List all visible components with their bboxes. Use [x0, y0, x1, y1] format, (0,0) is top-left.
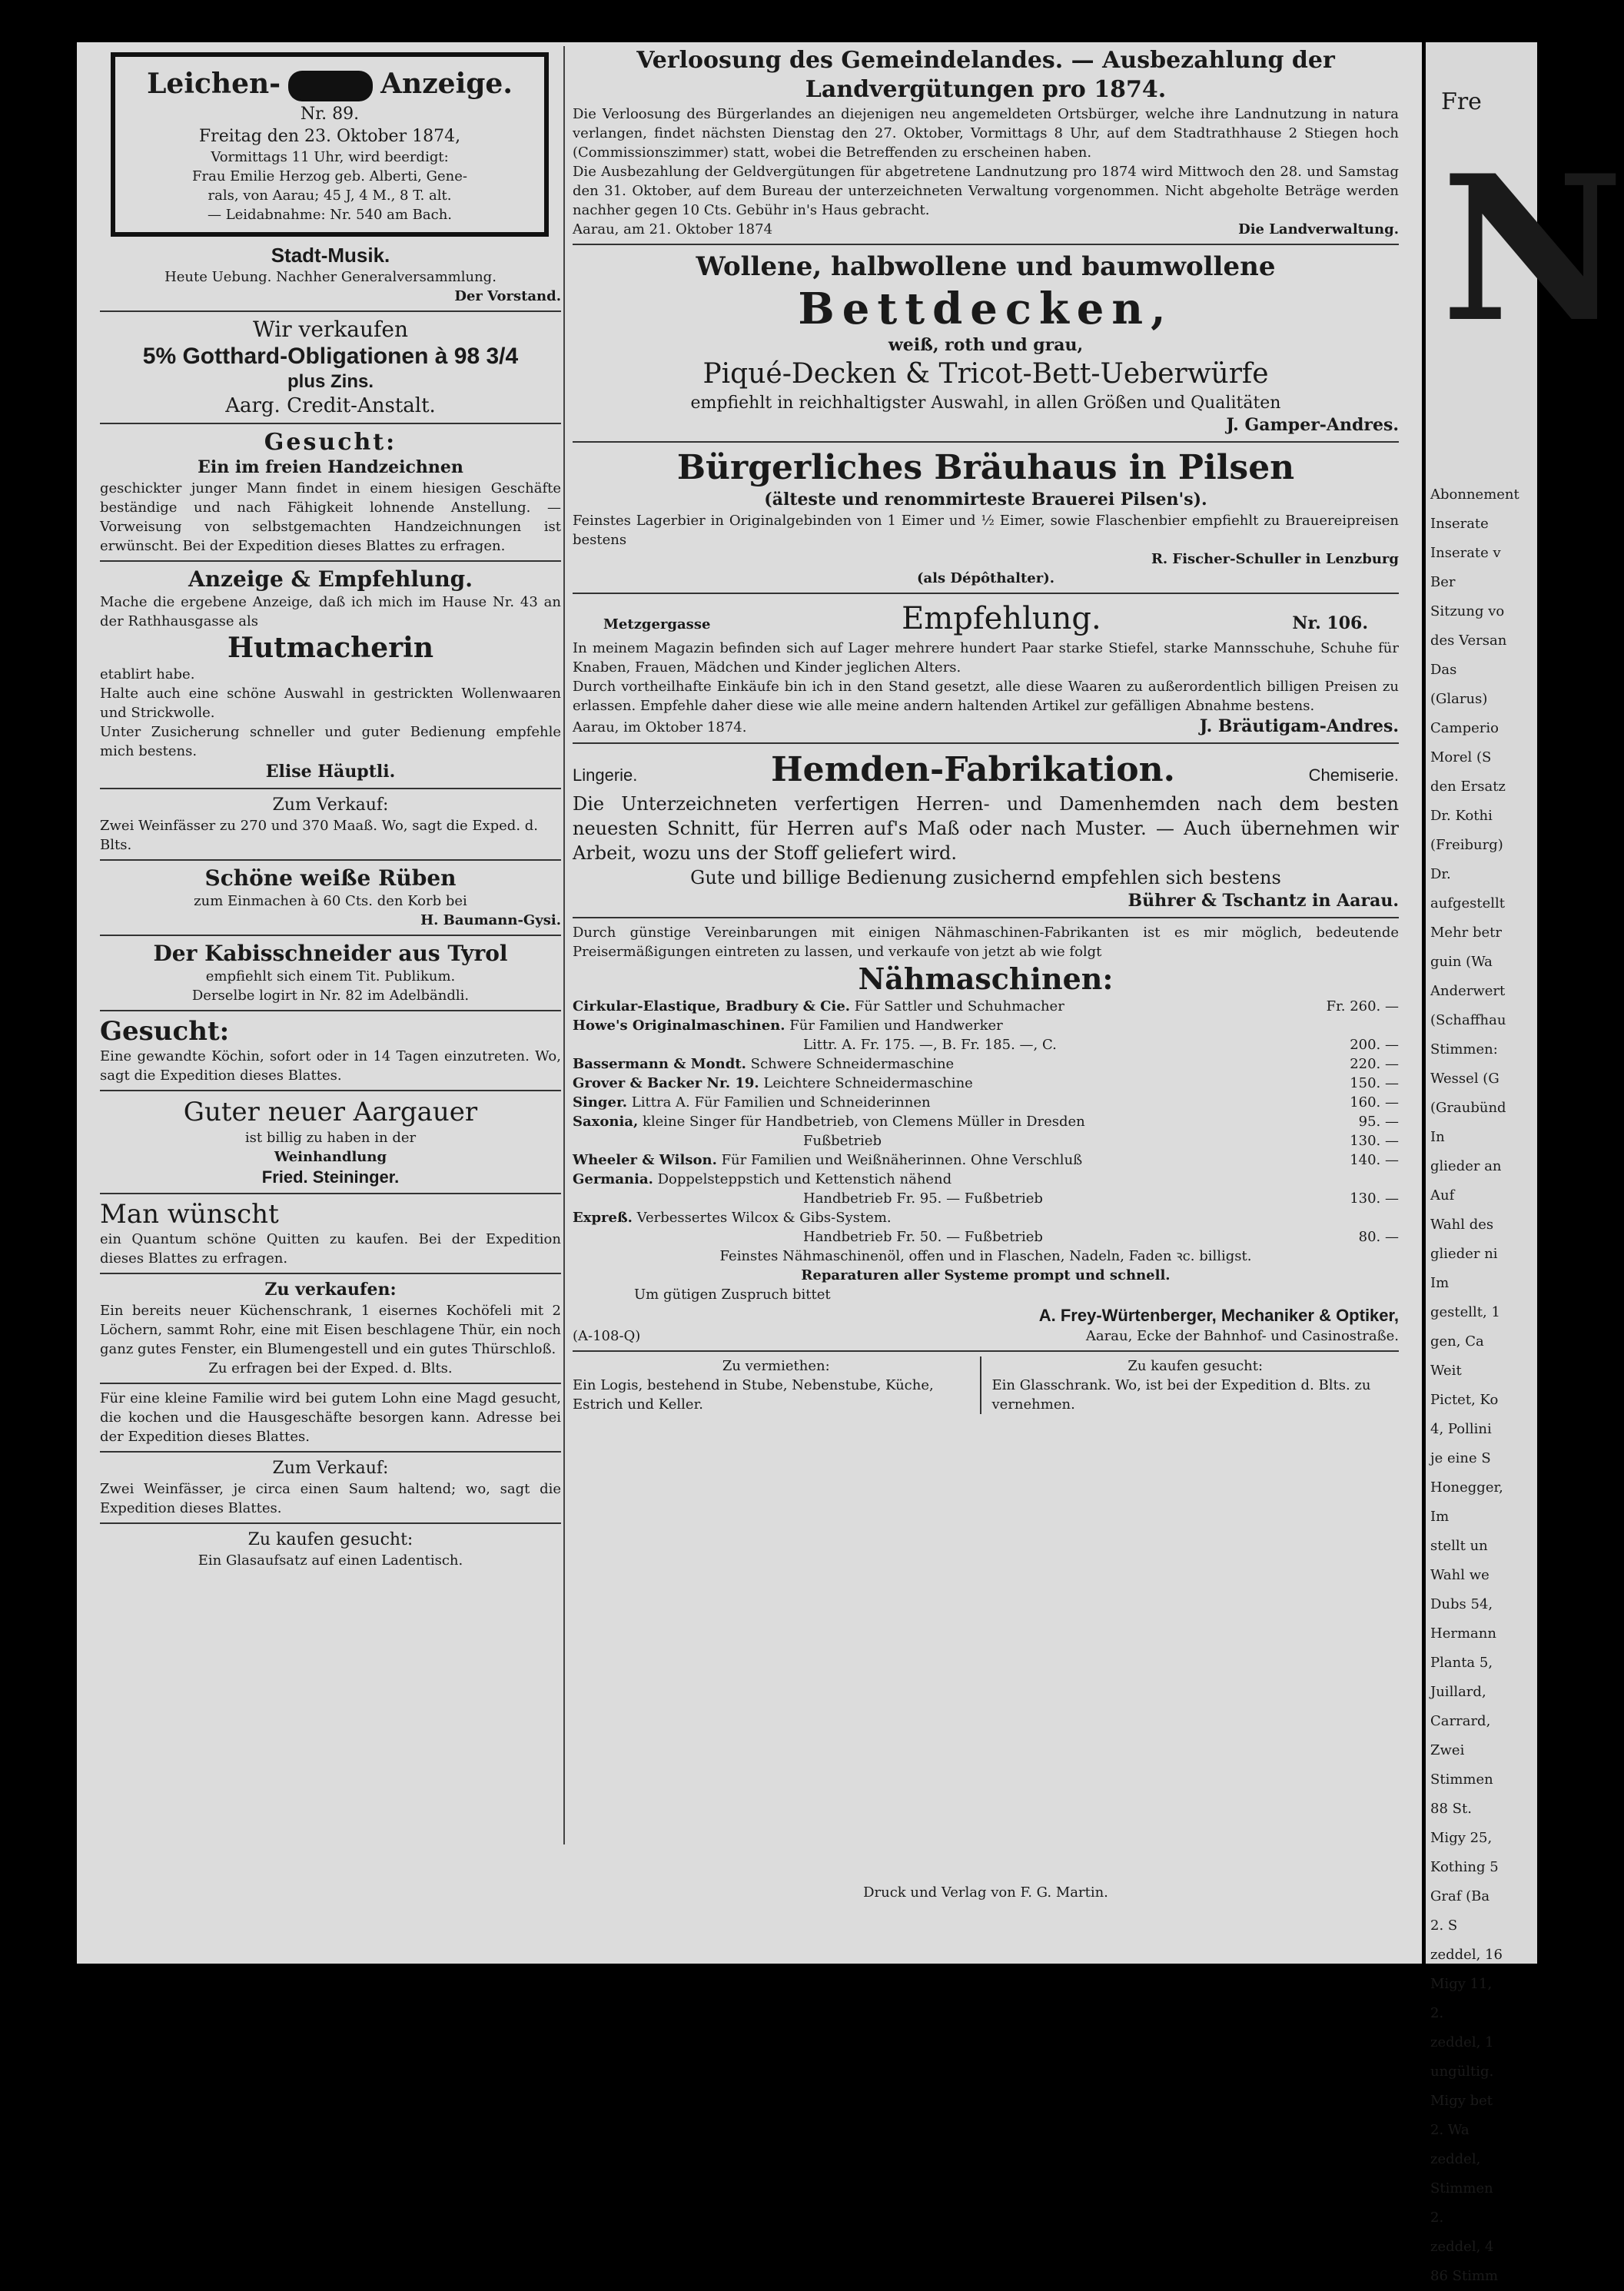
machine-detail: Für Familien und Handwerker [785, 1018, 1003, 1034]
death-notice-line: rals, von Aarau; 45 J, 4 M., 8 T. alt. [208, 188, 452, 204]
naehmaschinen-intro: Durch günstige Vereinbarungen mit einigen Nähmaschinen-Fabrikanten ist es mir möglich, bedeutende Preisermäßigungen eintreten zu lassen, und verkaufe von jetzt ab wie folgt [573, 925, 1399, 960]
next-page-line: Graf (Ba [1430, 1888, 1490, 1904]
rueben-title: Schöne weiße Rüben [204, 865, 457, 891]
kabis-line: empfiehlt sich einem Tit. Publikum. [205, 968, 456, 984]
machine-desc [573, 1208, 892, 1227]
hemden-left: Lingerie. [573, 765, 638, 785]
machine-row [573, 1131, 1399, 1150]
divider [100, 1451, 561, 1453]
machine-detail: Für Familien und Weißnäherinnen. Ohne Verschluß [716, 1152, 1083, 1168]
verloosung-title: Landvergütungen pro 1874. [805, 76, 1167, 103]
machine-row [573, 1189, 1399, 1208]
next-page-line: Inserate v [1430, 545, 1501, 561]
machine-desc [573, 1074, 973, 1093]
verkaufen-title: Zu verkaufen: [264, 1280, 397, 1300]
verloosung-text: Die Ausbezahlung der Geldvergütungen für abgetretene Landnutzung pro 1874 wird Mittwoch den 28. und Samstag den 31. Oktober, auf dem Bureau der unterzeichneten Verwaltung vorgenommen. Nicht abgeholte Beträge werden nachher gegen 10 Cts. Gebühr in's Haus gebracht. [573, 164, 1399, 218]
machine-desc [573, 997, 1064, 1016]
next-page-line: Dubs 54, [1430, 1596, 1493, 1612]
next-page-line: (Schaffhau [1430, 1012, 1506, 1028]
next-page-line: Anderwert [1430, 983, 1506, 999]
naehmaschinen-request: Um gütigen Zuspruch bittet [634, 1287, 831, 1303]
aargauer-line: Weinhandlung [274, 1149, 387, 1165]
anzeige-big: Hutmacherin [227, 632, 434, 664]
hemden-title: Hemden-Fabrikation. [771, 750, 1175, 789]
braeuhaus-sign: (als Dépôthalter). [916, 570, 1054, 586]
machine-price: 130. — [1350, 1133, 1399, 1149]
machine-list [573, 997, 1399, 1247]
machine-detail: Fußbetrieb [803, 1133, 882, 1149]
next-page-top: Fre [1441, 88, 1482, 115]
next-page-line: zeddel, 16 [1430, 1947, 1503, 1963]
death-notice-title-left: Leichen- [147, 68, 281, 100]
vermiethen-ad [573, 1356, 980, 1414]
aargauer-sign: Fried. Steininger. [261, 1167, 400, 1187]
next-page-line: Pictet, Ko [1430, 1392, 1499, 1408]
machine-name: Saxonia, [573, 1114, 639, 1130]
kaufen2-text: Ein Glasschrank. Wo, ist bei der Expedition d. Blts. zu vernehmen. [991, 1377, 1371, 1413]
divider [573, 917, 1399, 918]
gotthard-line: Wir verkaufen [253, 317, 408, 342]
machine-detail: Handbetrieb Fr. 50. — Fußbetrieb [803, 1229, 1043, 1245]
next-page-line: Abonnement [1430, 486, 1519, 503]
machine-row [573, 1208, 1399, 1227]
verloosung-sign: Die Landverwaltung. [1238, 221, 1399, 237]
empfehlung-sign: J. Bräutigam-Andres. [1199, 716, 1399, 736]
next-page-line: Kothing 5 [1430, 1859, 1499, 1875]
machine-row [573, 1150, 1399, 1170]
kaufen-title: Zu kaufen gesucht: [247, 1530, 413, 1549]
divider [100, 1090, 561, 1091]
next-page-line: Auf [1430, 1187, 1455, 1204]
anzeige-sign: Elise Häuptli. [265, 762, 396, 782]
bettdecken-line: Wollene, halbwollene und baumwollene [696, 251, 1276, 282]
machine-name: Wheeler & Wilson. [573, 1152, 717, 1168]
machine-name: Cirkular-Elastique, Bradbury & Cie. [573, 998, 851, 1014]
aargauer-title: Guter neuer Aargauer [183, 1097, 478, 1127]
machine-row [573, 1054, 1399, 1074]
verkauf2-text: Zwei Weinfässer, je circa einen Saum haltend; wo, sagt die Expedition dieses Blattes. [100, 1481, 561, 1516]
column-divider [563, 46, 565, 1844]
next-page-line: Planta 5, [1430, 1655, 1493, 1671]
machine-row [573, 997, 1399, 1016]
gesucht2-title: Gesucht: [100, 1016, 230, 1047]
divider [100, 859, 561, 861]
gotthard-line: plus Zins. [287, 371, 374, 392]
empfehlung-text: Durch vortheilhafte Einkäufe bin ich in den Stand gesetzt, alle diese Waaren zu außerordentlich billigen Preisen zu erlassen. Empfehle daher diese wie alle meine andern haltenden Artikel zur gefälligen Abnahme bestens. [573, 679, 1399, 714]
machine-desc [573, 1093, 931, 1112]
machine-row [573, 1016, 1399, 1035]
machine-row [573, 1093, 1399, 1112]
vermiethen-title: Zu vermiethen: [722, 1358, 830, 1374]
gotthard-sign: Aarg. Credit-Anstalt. [225, 394, 436, 417]
next-page-line: zeddel, 1 [1430, 2034, 1494, 2050]
imprint-footer: Druck und Verlag von F. G. Martin. [863, 1884, 1108, 1901]
machine-desc [573, 1150, 1082, 1170]
machine-detail: Doppelsteppstich und Kettenstich nähend [653, 1171, 952, 1187]
next-page-line: guin (Wa [1430, 954, 1493, 970]
empfehlung-left: Metzgergasse [603, 616, 711, 633]
death-notice-number: Nr. 89. [300, 105, 360, 124]
kabis-line: Derselbe logirt in Nr. 82 im Adelbändli. [191, 988, 470, 1004]
kaufen2-title: Zu kaufen gesucht: [1128, 1358, 1264, 1374]
gesucht-title: Gesucht: [264, 429, 397, 456]
machine-price: 95. — [1358, 1114, 1399, 1130]
death-notice-title-right: Anzeige. [380, 68, 513, 100]
naehmaschinen-title: Nähmaschinen: [858, 961, 1114, 996]
machine-desc [573, 1227, 1043, 1247]
gotthard-title: 5% Gotthard-Obligationen à 98 3/4 [142, 344, 519, 369]
divider [573, 593, 1399, 594]
next-page-line: Dr. [1430, 866, 1451, 882]
divider [100, 310, 561, 312]
machine-name: Expreß. [573, 1210, 633, 1226]
divider [100, 788, 561, 789]
death-notice-line: Frau Emilie Herzog geb. Alberti, Gene- [192, 168, 467, 184]
stadtmusik-title: Stadt-Musik. [271, 244, 390, 267]
machine-price: Fr. 260. — [1326, 998, 1399, 1014]
machine-detail: Für Sattler und Schuhmacher [850, 998, 1064, 1014]
naehmaschinen-sign: A. Frey-Würtenberger, Mechaniker & Optiker, [1038, 1306, 1399, 1325]
next-page-line: zeddel, [1430, 2151, 1481, 2167]
machine-name: Germania. [573, 1171, 653, 1187]
death-notice [111, 52, 549, 237]
next-page-line: 2. Wa [1430, 2122, 1470, 2138]
next-page-line: den Ersatz [1430, 779, 1506, 795]
naehmaschinen-repair: Reparaturen aller Systeme prompt und schnell. [801, 1267, 1171, 1283]
anzeige-text: Mache die ergebene Anzeige, daß ich mich im Hause Nr. 43 an der Rathhausgasse als [100, 594, 561, 629]
machine-price: 150. — [1350, 1075, 1399, 1091]
verkaufen-text: Ein bereits neuer Küchenschrank, 1 eisernes Kochöfeli mit 2 Löchern, sammt Rohr, eine mit Eisen beschlagene Thür, ein noch ganz gutes Fenster, ein Blumengestell und ein gutes Thürschloß. [100, 1303, 561, 1357]
next-page-line: Migy 25, [1430, 1830, 1493, 1846]
kabis-title: Der Kabisschneider aus Tyrol [153, 941, 508, 966]
divider [100, 1010, 561, 1011]
next-page-edge [1426, 42, 1624, 2284]
next-page-line: Das [1430, 662, 1457, 678]
next-page-line: Juillard, [1430, 1684, 1486, 1700]
next-page-line: ungültig. [1430, 2064, 1494, 2080]
bettdecken-sign: J. Gamper-Andres. [1226, 415, 1399, 435]
naehmaschinen-oil: Feinstes Nähmaschinenöl, offen und in Flaschen, Nadeln, Faden ꝛc. billigst. [719, 1248, 1252, 1264]
machine-price: 140. — [1350, 1152, 1399, 1168]
machine-detail: kleine Singer für Handbetrieb, von Clemens Müller in Dresden [638, 1114, 1085, 1130]
hemden-text: Gute und billige Bedienung zusichernd empfehlen sich bestens [690, 867, 1281, 888]
next-page-line: (Freiburg) [1430, 837, 1503, 853]
stadtmusik-text: Heute Uebung. Nachher Generalversammlung. [164, 269, 496, 285]
machine-name: Bassermann & Mondt. [573, 1056, 746, 1072]
verkauf-text: Zwei Weinfässer zu 270 und 370 Maaß. Wo, sagt die Exped. d. Blts. [100, 818, 539, 853]
next-page-big-letter: N [1441, 132, 1624, 367]
coffin-ornament-icon [288, 71, 373, 101]
next-page-line: Im [1430, 1275, 1450, 1291]
machine-price: 80. — [1358, 1229, 1399, 1245]
divider [100, 1273, 561, 1274]
divider [100, 423, 561, 424]
next-page-line: stellt un [1430, 1538, 1488, 1554]
machine-desc [573, 1131, 882, 1150]
aargauer-line: ist billig zu haben in der [244, 1130, 417, 1146]
braeuhaus-subtitle: (älteste und renommirteste Brauerei Pilsen's). [764, 490, 1207, 510]
empfehlung-date: Aarau, im Oktober 1874. [573, 719, 747, 735]
kaufen-text: Ein Glasaufsatz auf einen Ladentisch. [198, 1552, 463, 1569]
next-page-line: Stimmen: [1430, 1041, 1498, 1058]
hemden-text: Die Unterzeichneten verfertigen Herren- und Damenhemden nach dem besten neuesten Schnitt, für Herren auf's Maß oder nach Muster. — Auch übernehmen wir Arbeit, wozu uns der Stoff geliefert wird. [573, 793, 1399, 864]
machine-desc [573, 1112, 1085, 1131]
machine-detail: Littra A. Für Familien und Schneiderinnen [627, 1094, 931, 1111]
quitten-text: ein Quantum schöne Quitten zu kaufen. Bei der Expedition dieses Blattes zu erfragen. [100, 1231, 561, 1267]
divider [573, 742, 1399, 744]
machine-price: 200. — [1350, 1037, 1399, 1053]
machine-name: Singer. [573, 1094, 628, 1111]
machine-detail: Leichtere Schneidermaschine [759, 1075, 973, 1091]
next-page-line: 86 Stimm [1430, 2268, 1499, 2284]
next-page-line: Stimmen [1430, 2180, 1493, 2196]
stadtmusik-sign: Der Vorstand. [454, 288, 561, 304]
main-column [573, 46, 1399, 1414]
divider [573, 244, 1399, 245]
machine-detail: Handbetrieb Fr. 95. — Fußbetrieb [803, 1190, 1043, 1207]
next-page-line: zeddel, 4 [1430, 2239, 1494, 2255]
divider [100, 560, 561, 562]
empfehlung-right: Nr. 106. [1292, 613, 1368, 633]
next-page-line: (Glarus) [1430, 691, 1488, 707]
verkauf2-title: Zum Verkauf: [272, 1459, 389, 1478]
next-page-line: 2. [1430, 2210, 1444, 2226]
next-page-line: Stimmen [1430, 1771, 1493, 1788]
next-page-line: Ber [1430, 574, 1456, 590]
next-page-line: Sitzung vo [1430, 603, 1505, 619]
machine-price: 220. — [1350, 1056, 1399, 1072]
anzeige-text: Halte auch eine schöne Auswahl in gestrickten Wollenwaaren und Strickwolle. [100, 686, 561, 721]
next-page-line: (Graubünd [1430, 1100, 1506, 1116]
next-page-line: 88 St. [1430, 1801, 1472, 1817]
next-page-line: Migy bet [1430, 2093, 1493, 2109]
next-page-line: Mehr betr [1430, 925, 1503, 941]
next-page-line: Zwei [1430, 1742, 1465, 1758]
divider [100, 1383, 561, 1384]
next-page-line: aufgestellt [1430, 895, 1506, 911]
machine-desc [573, 1016, 1003, 1035]
verloosung-date: Aarau, am 21. Oktober 1874 [573, 221, 773, 237]
magd-text: Für eine kleine Familie wird bei gutem Lohn eine Magd gesucht, die kochen und die Hausgeschäfte besorgen kann. Adresse bei der Expedition dieses Blattes. [100, 1390, 561, 1445]
rueben-text: zum Einmachen à 60 Cts. den Korb bei [194, 893, 467, 909]
next-page-line: gestellt, 1 [1430, 1304, 1500, 1320]
verkaufen-line: Zu erfragen bei der Exped. d. Blts. [208, 1360, 453, 1376]
divider [573, 1350, 1399, 1352]
empfehlung-text: In meinem Magazin befinden sich auf Lager mehrere hundert Paar starke Stiefel, starke Mannsschuhe, Schuhe für Knaben, Frauen, Mädchen und Kinder jeglichen Alters. [573, 640, 1399, 676]
vermiethen-text: Ein Logis, bestehend in Stube, Nebenstube, Küche, Estrich und Keller. [573, 1377, 934, 1413]
naehmaschinen-address: Aarau, Ecke der Bahnhof- und Casinostraße. [1085, 1328, 1399, 1344]
braeuhaus-sign: R. Fischer-Schuller in Lenzburg [1151, 551, 1399, 567]
next-page-lines [1426, 480, 1519, 2291]
next-page-line: gen, Ca [1430, 1333, 1484, 1350]
machine-row [573, 1074, 1399, 1093]
machine-row [573, 1227, 1399, 1247]
next-page-line: Im [1430, 1509, 1450, 1525]
bettdecken-line: empfiehlt in reichhaltigster Auswahl, in allen Größen und Qualitäten [690, 393, 1281, 413]
verloosung-text: Die Verloosung des Bürgerlandes an diejenigen neu angemeldeten Ortsbürger, welche ihre Landnutzung in natura verlangen, findet nächsten Dienstag den 27. Oktober, Vormittags 8 Uhr, auf dem Stadtrathhause 2 Stiegen hoch (Commissionszimmer) statt, wobei die Betreffenden zu erscheinen haben. [573, 106, 1399, 161]
next-page-line: Inserate [1430, 516, 1489, 532]
machine-detail: Littr. A. Fr. 175. —, B. Fr. 185. —, C. [803, 1037, 1057, 1053]
next-page-line: Weit [1430, 1363, 1462, 1379]
machine-desc [573, 1054, 954, 1074]
next-page-line: glieder an [1430, 1158, 1502, 1174]
machine-desc [573, 1170, 951, 1189]
bettdecken-line: weiß, roth und grau, [888, 335, 1084, 355]
anzeige-text: etablirt habe. [100, 666, 195, 682]
machine-desc [573, 1035, 1057, 1054]
machine-row [573, 1170, 1399, 1189]
bettdecken-subtitle: Piqué-Decken & Tricot-Bett-Ueberwürfe [702, 358, 1269, 390]
next-page-line: 4, Pollini [1430, 1421, 1492, 1437]
divider [100, 1193, 561, 1194]
next-page-line: Morel (S [1430, 749, 1492, 765]
machine-name: Grover & Backer Nr. 19. [573, 1075, 759, 1091]
rueben-sign: H. Baumann-Gysi. [420, 912, 561, 928]
machine-desc [573, 1189, 1043, 1208]
next-page-line: In [1430, 1129, 1445, 1145]
death-notice-line: Vormittags 11 Uhr, wird beerdigt: [211, 149, 449, 165]
next-page-line: Dr. Kothi [1430, 808, 1493, 824]
next-page-line: glieder ni [1430, 1246, 1498, 1262]
next-page-line: Wessel (G [1430, 1071, 1499, 1087]
machine-price: 130. — [1350, 1190, 1399, 1207]
next-page-line: je eine S [1430, 1450, 1491, 1466]
next-page-line: Carrard, [1430, 1713, 1491, 1729]
kaufen2-ad [980, 1356, 1400, 1414]
next-page-line: Honegger, [1430, 1479, 1503, 1496]
quitten-title: Man wünscht [100, 1199, 279, 1230]
gesucht-text: geschickter junger Mann findet in einem hiesigen Geschäfte beständige und nach Fähigkeit lohnende Anstellung. — Vorweisung von selbstgemachten Handzeichnungen ist erwünscht. Bei der Expedition dieses Blattes zu erfragen. [100, 480, 561, 554]
gesucht-line: Ein im freien Handzeichnen [198, 457, 463, 477]
death-notice-line: — Leidabnahme: Nr. 540 am Bach. [207, 207, 453, 223]
empfehlung-title: Empfehlung. [902, 601, 1101, 636]
braeuhaus-text: Feinstes Lagerbier in Originalgebinden von 1 Eimer und ½ Eimer, sowie Flaschenbier empfiehlt zu Brauereipreisen bestens [573, 513, 1399, 548]
divider [100, 1522, 561, 1524]
machine-detail: Verbessertes Wilcox & Gibs-System. [632, 1210, 892, 1226]
next-page-line: Migy 11, [1430, 1976, 1493, 1992]
next-page-line: Wahl des [1430, 1217, 1494, 1233]
death-notice-line: Freitag den 23. Oktober 1874, [198, 127, 461, 146]
machine-name: Howe's Originalmaschinen. [573, 1018, 785, 1034]
left-column [100, 46, 561, 1570]
verkauf-title: Zum Verkauf: [272, 795, 389, 815]
machine-row [573, 1112, 1399, 1131]
bettdecken-title: Bettdecken, [798, 284, 1174, 334]
hemden-sign: Bührer & Tschantz in Aarau. [1128, 891, 1399, 911]
machine-row [573, 1035, 1399, 1054]
gesucht2-text: Eine gewandte Köchin, sofort oder in 14 Tagen einzutreten. Wo, sagt die Expedition dieses Blattes. [100, 1048, 561, 1084]
anzeige-text: Unter Zusicherung schneller und guter Bedienung empfehle mich bestens. [100, 724, 561, 759]
verloosung-title: Verloosung des Gemeindelandes. — Ausbezahlung der [636, 47, 1335, 74]
divider [573, 441, 1399, 443]
anzeige-title: Anzeige & Empfehlung. [188, 566, 473, 592]
braeuhaus-title: Bürgerliches Bräuhaus in Pilsen [676, 448, 1295, 487]
next-page-line: des Versan [1430, 633, 1507, 649]
next-page-line: Camperio [1430, 720, 1499, 736]
next-page-line: 2. S [1430, 1917, 1458, 1934]
next-page-line: Hermann [1430, 1625, 1496, 1642]
machine-price: 160. — [1350, 1094, 1399, 1111]
next-page-line: Wahl we [1430, 1567, 1489, 1583]
hemden-right: Chemiserie. [1308, 765, 1399, 785]
machine-detail: Schwere Schneidermaschine [746, 1056, 955, 1072]
next-page-line: 2. [1430, 2005, 1444, 2021]
naehmaschinen-code: (A-108-Q) [573, 1328, 641, 1344]
divider [100, 935, 561, 936]
